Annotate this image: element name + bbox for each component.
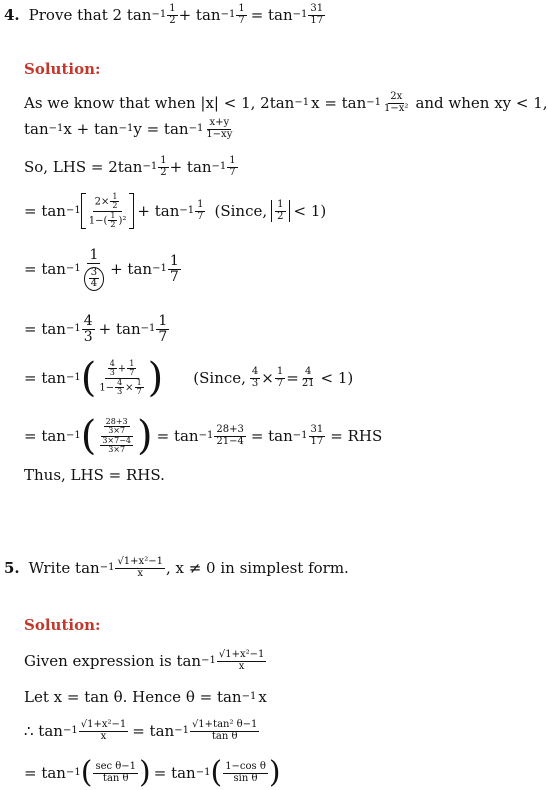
q5-number: 5. [4,559,20,577]
sol5-line-3: ∴ tan −1 $\frac{\text{√1+x²−1}}{x}$ = tan −1 $\frac{\text{√1+tan² θ−1}}{\text{tan θ}}$ [24,719,258,742]
sol4-frac-xy: $\frac{x+y}{1-xy}$ [206,117,233,140]
sol4-line-1: As we know that when |x| < 1, 2tan −1 x = tan −1 $\frac{2x}{\text{1−x²}}$ and when xy < 1, [24,91,548,114]
sol4-line-7: = tan −1 ( $\frac{4}{3}$ + $\frac{1}{7}$ 1− $\frac{4}{3}$ × $\frac{1}{7}$ ) (Since, $\frac{4}{3}$ × $\frac{1}{7}$ = $\frac{4}{21}$ < 1) [24,355,354,401]
q4-frac-rhs: $\frac{31}{17}$ [310,3,324,26]
sol5-line-4: = tan −1 ( $\frac{\text{sec θ−1}}{\text{tan θ}}$ ) = tan −1 ( $\frac{\text{1−cos θ}}{\text{sin θ}}$ ) [24,755,281,790]
q4-frac-half: $\frac{1}{2}$ [169,3,176,26]
sol4-conclusion: Thus, LHS = RHS. [24,466,165,484]
q4-text-prove: Prove that 2 tan [28,6,152,24]
solution-4-heading: Solution: [24,60,101,78]
q4-number: 4. [4,6,20,24]
solution-5-heading: Solution: [24,616,101,634]
sol5-line-1: Given expression is tan −1 $\frac{\text{√1+x²−1}}{x}$ [24,649,265,672]
sol4-line-2: tan −1 x + tan −1 y = tan −1 $\frac{x+y}{1-xy}$ [24,117,233,140]
sol4-line-5: = tan −1 $\frac{1}{\frac{3}{4}}$ + tan −1 $\frac{1}{7}$ [24,247,179,290]
q5-statement: 5. Write tan −1 $\frac{\text{√1+x²−1}}{x}$ , x ≠ 0 in simplest form. [4,556,349,579]
sol4-line-4: = tan −1 2× $\frac{1}{2}$ 1−( $\frac{1}{2}$ )² + tan −1 $\frac{1}{7}$ (Since, $\frac{1}{2}$ < 1) [24,192,327,230]
sol4-frac-2x: $\frac{2x}{\text{1−x²}}$ [384,91,409,114]
sol4-line-8: = tan −1 ( $\frac{\frac{28+3}{3\times 7}}{\frac{3\times 7-4}{3\times 7}}$ ) = tan −1 $\frac{28+3}{21-4}$ = tan −1 $\frac{31}{17}$ = RHS [24,413,383,459]
q4-statement: 4. Prove that 2 tan −1 $\frac{1}{2}$ + tan −1 $\frac{1}{7}$ = tan −1 $\frac{31}{17}$ [4,3,324,26]
sol4-line-6: = tan −1 $\frac{4}{3}$ + tan −1 $\frac{1}{7}$ [24,313,168,345]
q4-frac-seventh: $\frac{1}{7}$ [238,3,245,26]
sol4-line-3: So, LHS = 2tan −1 $\frac{1}{2}$ + tan −1 $\frac{1}{7}$ [24,155,236,178]
sol5-line-2: Let x = tan θ. Hence θ = tan −1 x [24,688,267,706]
